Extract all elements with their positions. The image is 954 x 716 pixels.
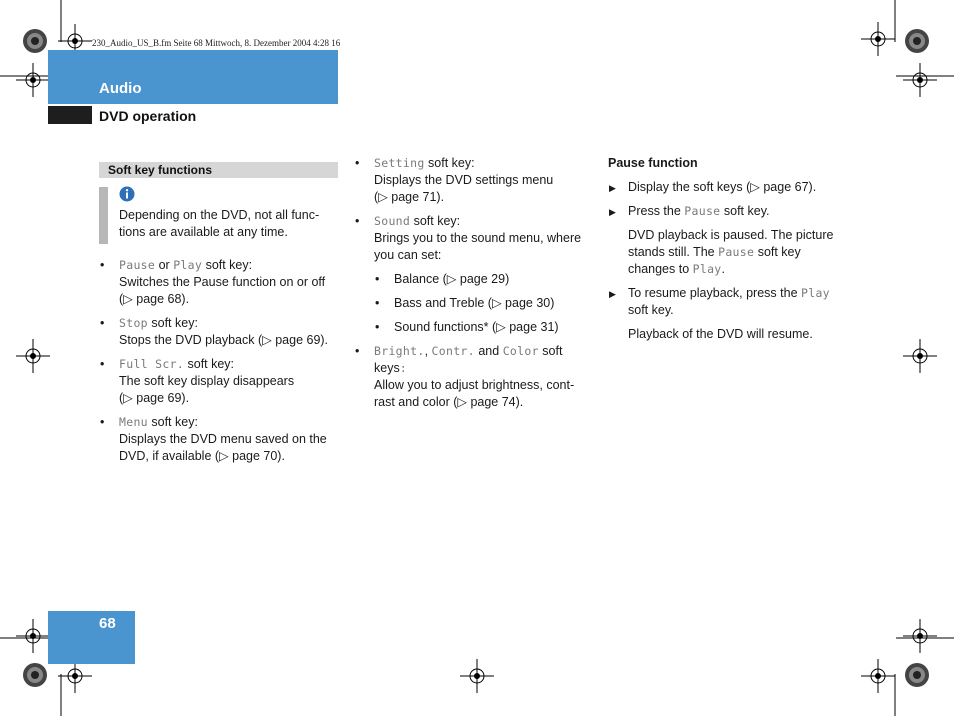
registration-mark-icon — [903, 63, 937, 97]
registration-mark-icon — [16, 339, 50, 373]
info-icon — [119, 186, 135, 202]
sub-list-item: • Balance (▷ page 29) — [374, 271, 588, 288]
list-item: • Full Scr. soft key: The soft key display disappears (▷ page 69). — [99, 356, 338, 407]
column-3 — [608, 155, 848, 343]
file-header: 230_Audio_US_B.fm Seite 68 Mittwoch, 8. Dezember 2004 4:28 16 — [92, 38, 341, 48]
step-1: ▶ Display the soft keys (▷ page 67). — [608, 179, 848, 196]
sub-list-item: • Sound functions* (▷ page 31) — [374, 319, 588, 336]
step-2-result: DVD playback is paused. The picture stands still. The Pause soft key changes to Play. — [628, 228, 834, 276]
procedure-title: Pause function — [608, 156, 698, 170]
list-item: • Menu soft key: Displays the DVD menu saved on the DVD, if available (▷ page 70). — [99, 414, 338, 465]
header-band — [48, 50, 338, 104]
registration-mark-icon — [861, 659, 895, 693]
column-2-list — [354, 155, 588, 411]
note-bar — [99, 187, 108, 244]
page-number-box — [48, 611, 135, 664]
step-3-result: Playback of the DVD will resume. — [628, 327, 813, 341]
registration-mark-icon — [16, 619, 50, 653]
registration-mark-icon — [460, 659, 494, 693]
step-2: ▶ Press the Pause soft key. — [608, 203, 848, 220]
subtitle-marker — [48, 106, 92, 124]
section-heading: Soft key functions — [108, 163, 213, 177]
step-3: ▶ To resume playback, press the Play soft key. — [608, 285, 848, 319]
section-subtitle: DVD operation — [99, 108, 197, 124]
list-item: • Setting soft key: Displays the DVD settings menu (▷ page 71). — [354, 155, 588, 206]
list-item: • Pause or Play soft key: Switches the Pause function on or off (▷ page 68). — [99, 257, 338, 308]
registration-mark-icon — [903, 339, 937, 373]
list-item: • Sound soft key: Brings you to the sound menu, where you can set: • Balance (▷ page 29) • Bass and Treble (▷ page 30) • Sound functions* (▷ page 31) — [354, 213, 588, 336]
chapter-title: Audio — [99, 80, 142, 97]
registration-mark-icon — [16, 63, 50, 97]
column-1-list — [99, 257, 338, 465]
list-item: • Bright., Contr. and Color soft keys: Allow you to adjust brightness, cont-rast and color (▷ page 74). — [354, 343, 588, 411]
color-rosette-icon — [904, 662, 930, 688]
color-rosette-icon — [22, 28, 48, 54]
page-number: 68 — [99, 615, 116, 632]
list-item: • Stop soft key: Stops the DVD playback (▷ page 69). — [99, 315, 338, 349]
registration-mark-icon — [903, 619, 937, 653]
color-rosette-icon — [904, 28, 930, 54]
registration-mark-icon — [861, 22, 895, 56]
note-text: Depending on the DVD, not all func-tions are available at any time. — [119, 208, 320, 239]
registration-mark-icon — [58, 659, 92, 693]
color-rosette-icon — [22, 662, 48, 688]
sub-list-item: • Bass and Treble (▷ page 30) — [374, 295, 588, 312]
